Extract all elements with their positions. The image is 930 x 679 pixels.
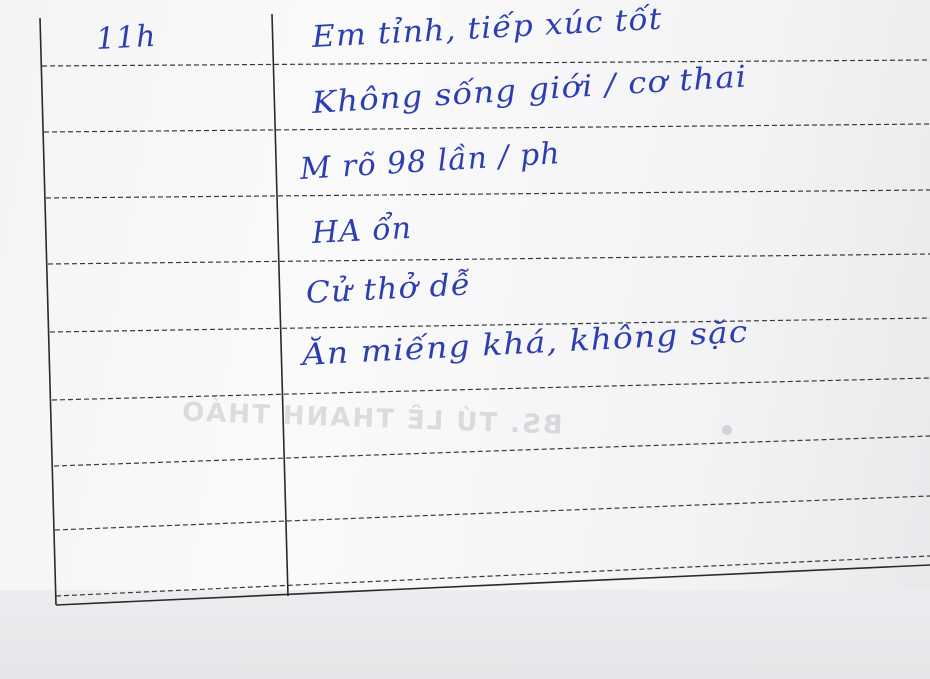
rule-line [55, 496, 930, 530]
left-border [40, 18, 56, 605]
rule-line [42, 60, 930, 66]
note-entry: Cử thở dễ [305, 267, 473, 311]
doctor-stamp: BS. TÚ LÊ THANH THẢO [179, 397, 564, 441]
rule-line [56, 556, 930, 596]
rule-line [44, 124, 930, 132]
note-entry: Em tỉnh, tiếp xúc tốt [311, 1, 664, 55]
note-entry: Không sống giới / cơ thai [310, 59, 749, 121]
rule-line [54, 436, 930, 466]
time-label: 11h [95, 18, 158, 57]
note-entry: M rõ 98 lần / ph [298, 136, 562, 187]
rule-line [48, 254, 930, 264]
note-entry: HA ổn [311, 210, 413, 251]
rule-line [46, 190, 930, 198]
table-bottom-border [56, 565, 930, 605]
column-divider [272, 14, 288, 596]
ink-spot [722, 425, 732, 435]
note-entry: Ăn miếng khá, không sặc [301, 314, 750, 373]
